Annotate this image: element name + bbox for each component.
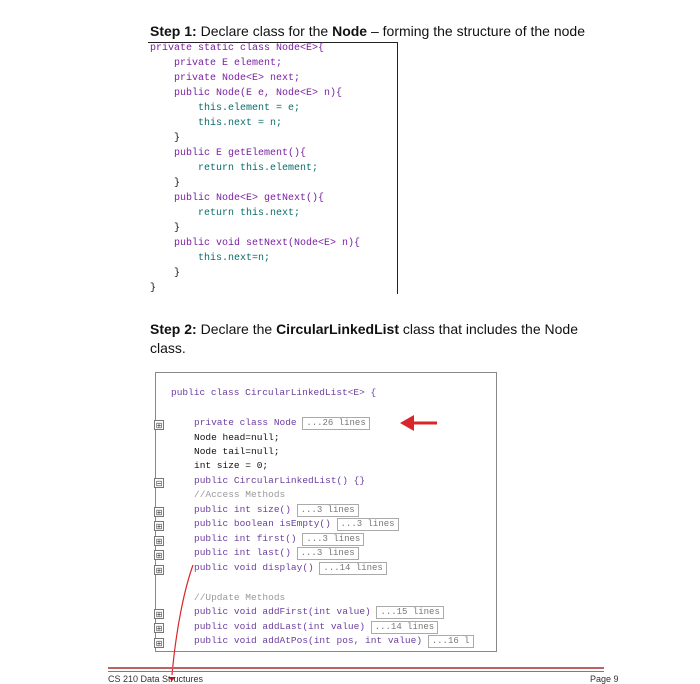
- fold-marker[interactable]: ...15 lines: [376, 606, 443, 619]
- fold-marker[interactable]: ...16 l: [428, 635, 474, 648]
- code1-line-9: return this.element;: [150, 163, 319, 174]
- code2-line-4: int size = 0;: [194, 460, 269, 471]
- code1-line-11: public Node<E> getNext(){: [150, 193, 325, 204]
- footer-rule-bottom: [108, 671, 604, 672]
- step1-text-a: Declare class for the: [196, 23, 333, 39]
- code2-line-7: public int size() ...3 lines: [194, 503, 359, 517]
- fold-marker[interactable]: ...3 lines: [337, 518, 399, 531]
- code1-line-10: }: [150, 178, 181, 189]
- code2-line-9: public int first() ...3 lines: [194, 532, 364, 546]
- code1-line-16: }: [150, 268, 181, 279]
- expand-icon[interactable]: ⊞: [155, 508, 163, 517]
- expand-icon[interactable]: ⊞: [155, 610, 163, 619]
- code2-line-8: public boolean isEmpty() ...3 lines: [194, 517, 399, 531]
- code1-line-4: public Node(E e, Node<E> n){: [150, 88, 343, 99]
- code1-line-15: this.next=n;: [150, 253, 271, 264]
- code1-line-12: return this.next;: [150, 208, 301, 219]
- code1-line-14: public void setNext(Node<E> n){: [150, 238, 361, 249]
- step1-prefix: Step 1:: [150, 23, 197, 39]
- curved-arrow-icon: [168, 565, 193, 681]
- code1-line-2: private E element;: [150, 58, 283, 69]
- footer-rule-top: [108, 667, 604, 669]
- footer-page-number: Page 9: [590, 674, 619, 684]
- code2-line-11: public void display() ...14 lines: [194, 561, 387, 575]
- step1-bold: Node: [332, 23, 368, 39]
- expand-icon[interactable]: ⊞: [155, 639, 163, 648]
- expand-icon[interactable]: ⊞: [155, 522, 163, 531]
- step2-prefix: Step 2:: [150, 321, 197, 337]
- step2-text-b: class that includes the Node class.: [150, 321, 578, 356]
- expand-icon[interactable]: ⊞: [155, 566, 163, 575]
- left-arrow-icon: [400, 415, 437, 431]
- fold-marker[interactable]: ...26 lines: [302, 417, 369, 430]
- code2-line-13: //Update Methods: [194, 592, 286, 603]
- footer-course: CS 210 Data Structures: [108, 674, 204, 684]
- code2-line-2: Node head=null;: [194, 432, 280, 443]
- expand-icon[interactable]: ⊞: [155, 551, 163, 560]
- code1-line-3: private Node<E> next;: [150, 73, 301, 84]
- code2-line-15: public void addLast(int value) ...14 lines: [194, 620, 438, 634]
- code1-line-7: }: [150, 133, 181, 144]
- code2-line-10: public int last() ...3 lines: [194, 546, 359, 560]
- code2-line-16: public void addAtPos(int pos, int value) ...16 l: [194, 634, 474, 648]
- code1-line-17: }: [150, 283, 157, 294]
- code2-line-14: public void addFirst(int value) ...15 lines: [194, 605, 444, 619]
- code1-line-1: private static class Node<E>{: [150, 43, 325, 54]
- collapse-icon[interactable]: ⊟: [155, 479, 163, 488]
- step2-bold: CircularLinkedList: [276, 321, 399, 337]
- expand-icon[interactable]: ⊞: [155, 624, 163, 633]
- step2-text-a: Declare the: [196, 321, 277, 337]
- fold-marker[interactable]: ...3 lines: [297, 547, 359, 560]
- fold-marker[interactable]: ...14 lines: [371, 621, 438, 634]
- code1-line-8: public E getElement(){: [150, 148, 307, 159]
- code1-line-5: this.element = e;: [150, 103, 301, 114]
- step1-text-b: – forming the structure of the node: [367, 23, 585, 39]
- code2-line-3: Node tail=null;: [194, 446, 280, 457]
- code2-line-1: private class Node ...26 lines: [194, 416, 370, 430]
- code2-line-6: //Access Methods: [194, 489, 286, 500]
- fold-marker[interactable]: ...3 lines: [302, 533, 364, 546]
- expand-icon[interactable]: ⊞: [155, 537, 163, 546]
- code1-line-6: this.next = n;: [150, 118, 283, 129]
- fold-marker[interactable]: ...14 lines: [319, 562, 386, 575]
- expand-icon[interactable]: ⊞: [155, 421, 163, 430]
- code2-line-5: public CircularLinkedList() {}: [194, 475, 366, 486]
- code1-line-13: }: [150, 223, 181, 234]
- fold-marker[interactable]: ...3 lines: [297, 504, 359, 517]
- code2-header-text: public class CircularLinkedList<E> {: [171, 387, 377, 398]
